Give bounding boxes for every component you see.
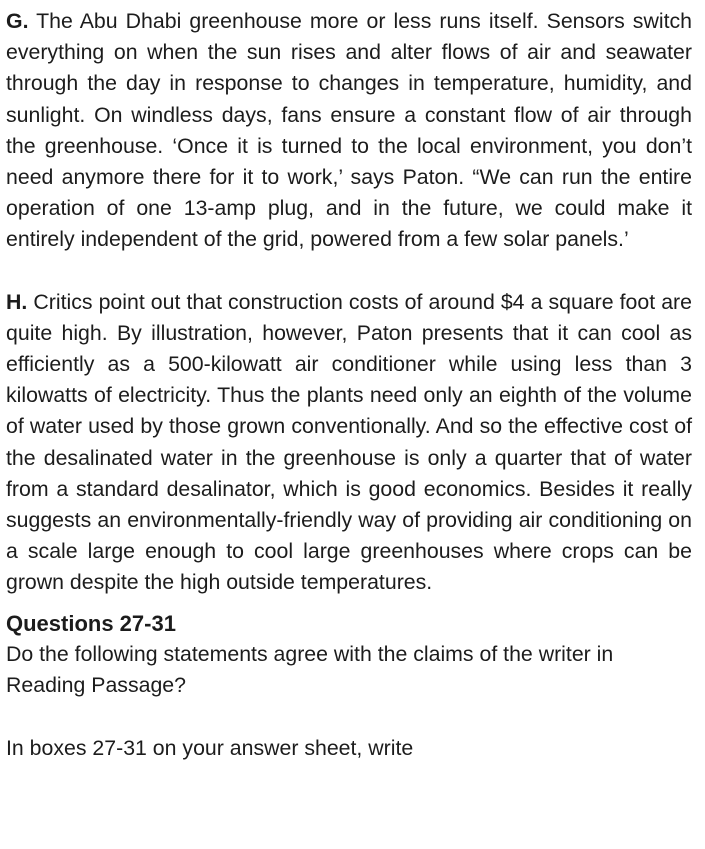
paragraph-h-letter: H. [6,289,28,314]
instruction-spacer [6,701,692,733]
answer-sheet-instruction: In boxes 27-31 on your answer sheet, write [6,735,414,760]
questions-heading: Questions 27-31 [6,610,176,636]
paragraph-g-text: The Abu Dhabi greenhouse more or less runs itself. Sensors switch everything on when the sun rises and alter flows of air and seawater through the day in response to changes in temperature, humidity, and sunlight. On windless days, fans ensure a constant flow of air through the greenhouse. ‘Once it is turned to the local environment, you don’t need anymore there for it to work,’ says Paton. “We can run the entire operation of one 13-amp plug, and in the future, we could make it entirely independent of the grid, powered from a few solar panels.’ [6,9,692,252]
paragraph-spacer [6,256,692,287]
paragraph-h-text: Critics point out that construction costs of around $4 a square foot are quite high. By illustration, however, Paton presents that it can cool as efficiently as a 500-kilowatt air conditioner while using less than 3 kilowatts of electricity. Thus the plants need only an eighth of the volume of water used by those grown conventionally. And so the effective cost of the desalinated water in the greenhouse is only a quarter that of water from a standard desalinator, which is good economics. Besides it really suggests an environmentally-friendly way of providing air conditioning on a scale large enough to cool large greenhouses where crops can be grown despite the high outside temperatures. [6,289,692,595]
paragraph-g [6,6,692,256]
paragraph-h [6,287,692,599]
questions-instruction: Do the following statements agree with the claims of the writer in Reading Passage? [6,641,614,697]
paragraph-g-letter: G. [6,9,29,33]
reading-passage-page [6,6,692,764]
